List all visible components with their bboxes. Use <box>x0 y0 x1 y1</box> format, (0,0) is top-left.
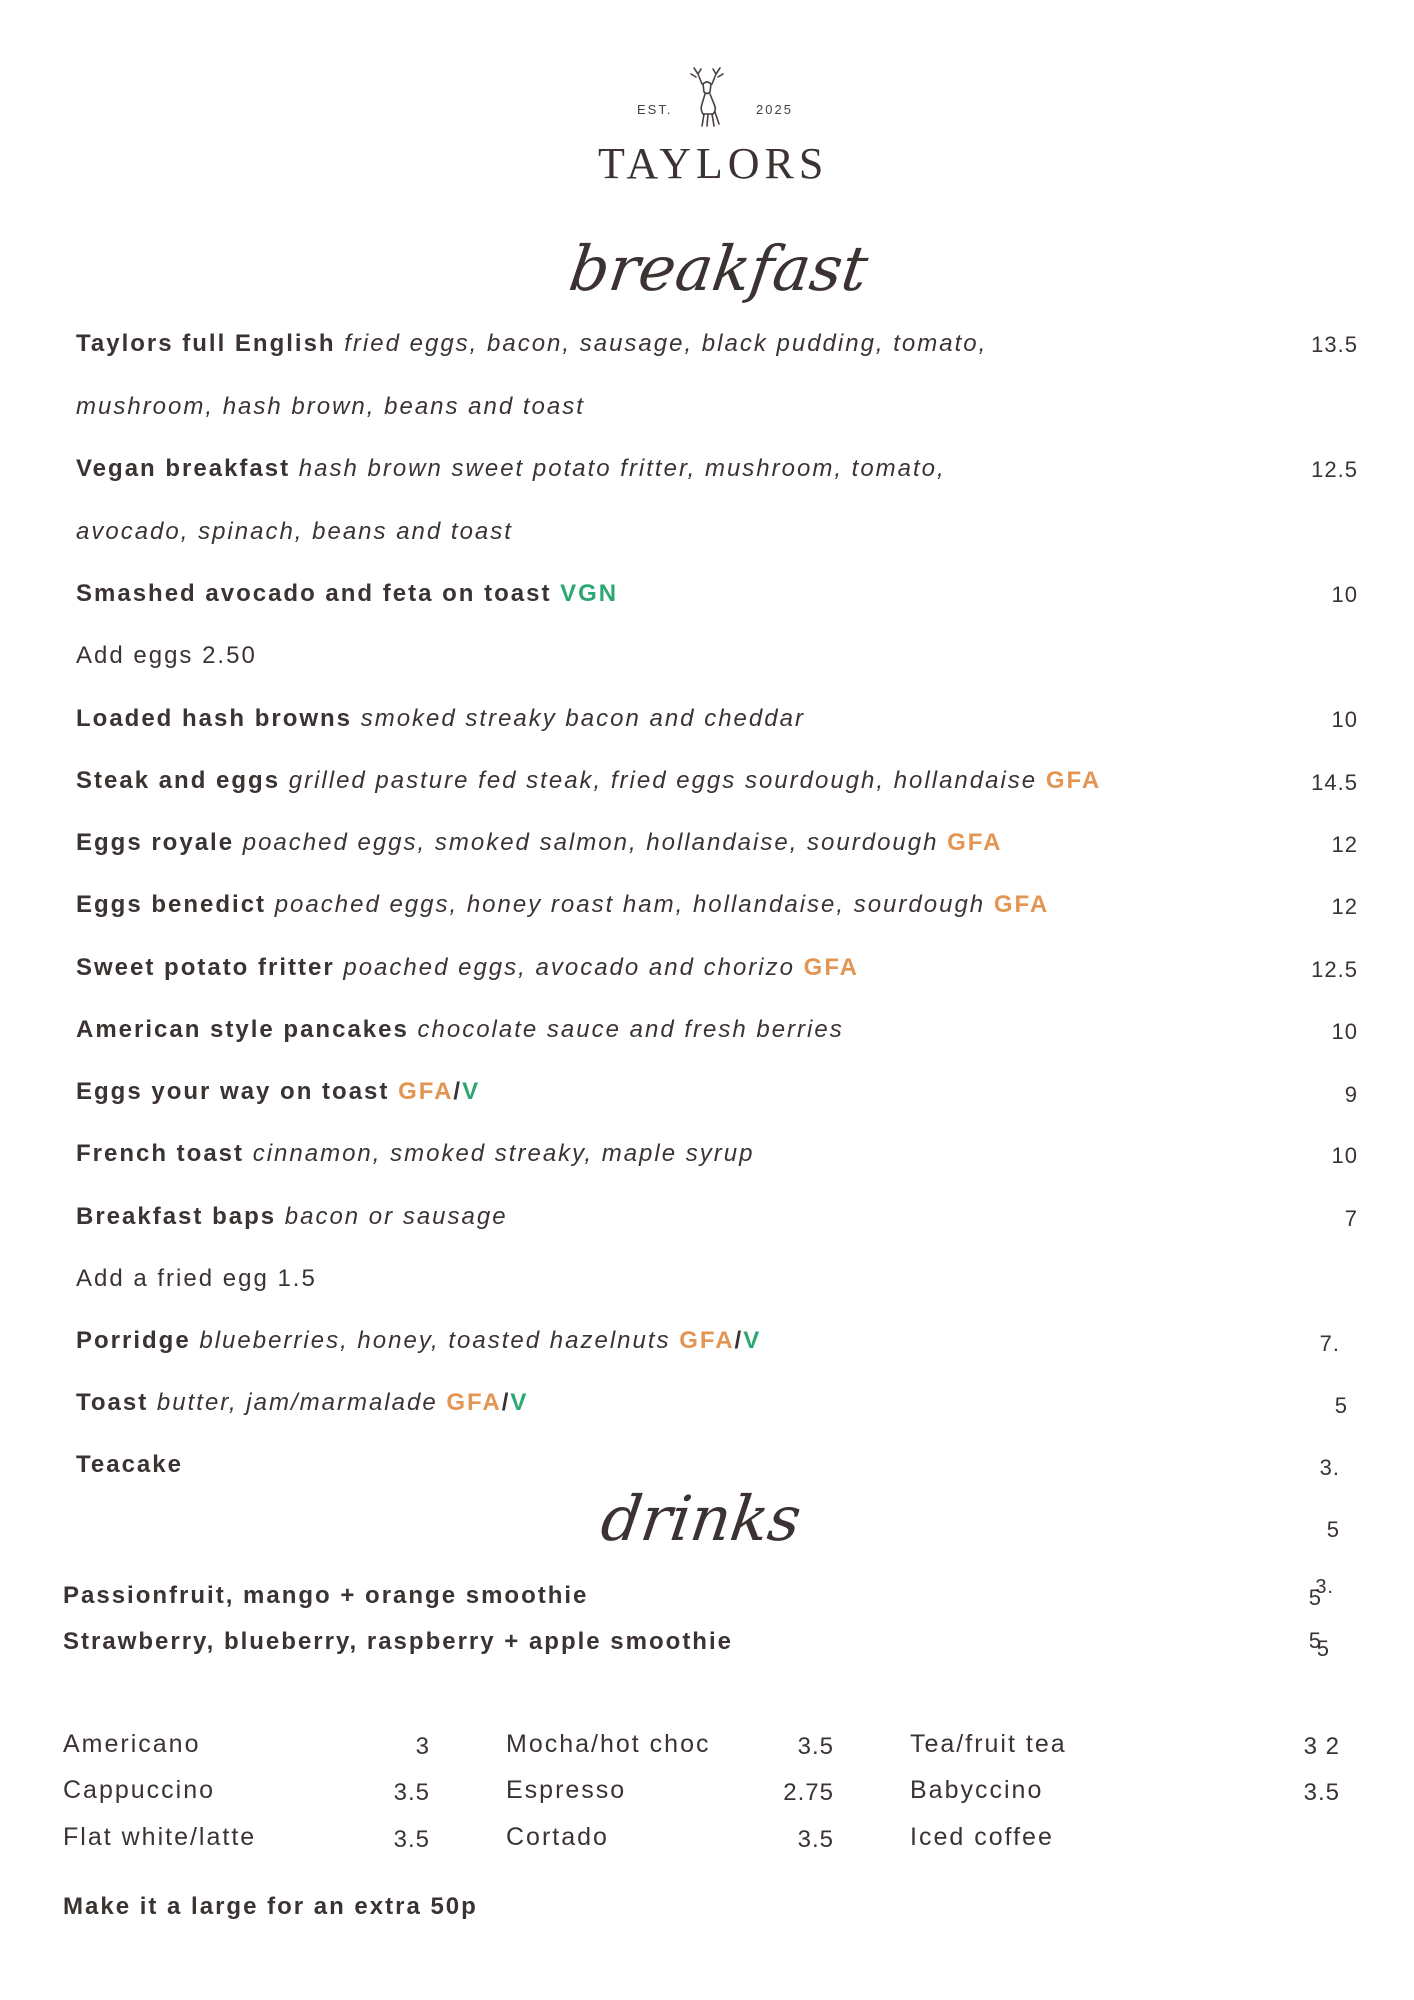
est-year: 2025 <box>756 102 793 117</box>
drink-name: Cortado <box>506 1823 609 1851</box>
drink-name: Espresso <box>506 1776 627 1804</box>
drink-name: Babyccino <box>910 1776 1044 1804</box>
item-price: 3. <box>1319 1455 1340 1480</box>
list-item: French toast cinnamon, smoked streaky, maple syrup <box>76 1140 755 1167</box>
item-price: 7. <box>1319 1331 1340 1356</box>
list-item: Toast butter, jam/marmalade GFA/V <box>76 1389 529 1416</box>
gfa-tag: GFA <box>446 1389 502 1416</box>
list-item: Loaded hash browns smoked streaky bacon and cheddar <box>76 705 805 732</box>
stray-price: 5 <box>1326 1517 1340 1542</box>
drink-name: Cappuccino <box>63 1776 216 1804</box>
brand-title: TAYLORS <box>598 139 829 188</box>
gfa-tag: GFA <box>398 1078 454 1105</box>
list-item-continued: mushroom, hash brown, beans and toast <box>76 393 585 420</box>
list-item: Teacake <box>76 1451 183 1478</box>
item-price: 10 <box>1331 707 1358 732</box>
add-on-note: Add eggs 2.50 <box>76 642 257 669</box>
gfa-tag: GFA <box>947 829 1003 856</box>
gfa-tag: GFA <box>1045 767 1102 794</box>
drink-price: 2.75 <box>783 1779 834 1806</box>
list-item: Eggs royale poached eggs, smoked salmon, hollandaise, sourdough GFA <box>76 829 1003 856</box>
list-item: Strawberry, blueberry, raspberry + apple smoothie <box>63 1628 733 1655</box>
item-price: 10 <box>1331 582 1358 607</box>
list-item: Sweet potato fritter poached eggs, avocado and chorizo GFA <box>76 954 859 981</box>
drink-price: 3.5 <box>797 1733 834 1760</box>
drinks-heading: drinks <box>596 1482 806 1555</box>
drink-price: 3.5 <box>393 1826 430 1853</box>
item-price: 9 <box>1344 1082 1358 1107</box>
list-item: Steak and eggs grilled pasture fed steak, fried eggs sourdough, hollandaise GFA <box>76 767 1102 794</box>
v-tag: V <box>462 1078 481 1105</box>
vgn-tag: VGN <box>560 580 619 607</box>
list-item: Vegan breakfast hash brown sweet potato fritter, mushroom, tomato, <box>76 455 946 482</box>
est-label: EST. <box>637 102 673 117</box>
list-item: Taylors full English fried eggs, bacon, sausage, black pudding, tomato, <box>76 330 988 357</box>
item-price: 14.5 <box>1311 770 1358 795</box>
item-price-overlap: 5 <box>1316 1636 1330 1661</box>
breakfast-heading: breakfast <box>564 232 873 305</box>
add-on-note: Add a fried egg 1.5 <box>76 1265 317 1292</box>
gfa-tag: GFA <box>993 891 1050 918</box>
list-item: Breakfast baps bacon or sausage <box>76 1203 508 1230</box>
list-item: Passionfruit, mango + orange smoothie <box>63 1582 589 1609</box>
gfa-tag: GFA <box>803 954 859 981</box>
drink-name: Tea/fruit tea <box>910 1730 1067 1758</box>
drink-name: Mocha/hot choc <box>506 1730 711 1758</box>
list-item: American style pancakes chocolate sauce and fresh berries <box>76 1016 844 1043</box>
list-item-continued: avocado, spinach, beans and toast <box>76 518 513 545</box>
gfa-tag: GFA <box>679 1327 735 1354</box>
drink-name: Americano <box>63 1730 201 1758</box>
list-item: Smashed avocado and feta on toast VGN <box>76 580 619 607</box>
item-price: 5 <box>1308 1628 1322 1653</box>
drink-price: 3.5 <box>1303 1779 1340 1806</box>
item-price: 5 <box>1308 1585 1322 1610</box>
item-price: 7 <box>1344 1206 1358 1231</box>
item-price-overlap: 3. <box>1315 1576 1334 1598</box>
item-price: 5 <box>1334 1393 1348 1418</box>
deer-icon <box>686 66 730 128</box>
item-price: 10 <box>1331 1019 1358 1044</box>
drink-name: Flat white/latte <box>63 1823 257 1851</box>
item-price: 13.5 <box>1311 332 1358 357</box>
drink-price: 3 <box>415 1733 430 1760</box>
item-price: 12 <box>1331 894 1358 919</box>
list-item: Porridge blueberries, honey, toasted hazelnuts GFA/V <box>76 1327 762 1354</box>
item-price: 12.5 <box>1311 457 1358 482</box>
item-price: 12.5 <box>1311 957 1358 982</box>
drink-name: Iced coffee <box>910 1823 1054 1851</box>
list-item: Eggs benedict poached eggs, honey roast ham, hollandaise, sourdough GFA <box>76 891 1050 918</box>
item-price: 12 <box>1331 832 1358 857</box>
drink-price: 3.5 <box>797 1826 834 1853</box>
v-tag: V <box>743 1327 762 1354</box>
v-tag: V <box>510 1389 529 1416</box>
drink-price: 3.5 <box>393 1779 430 1806</box>
footer-note: Make it a large for an extra 50p <box>63 1893 478 1920</box>
drink-price: 3 2 <box>1303 1733 1340 1760</box>
item-price: 10 <box>1331 1143 1358 1168</box>
list-item: Eggs your way on toast GFA/V <box>76 1078 481 1105</box>
